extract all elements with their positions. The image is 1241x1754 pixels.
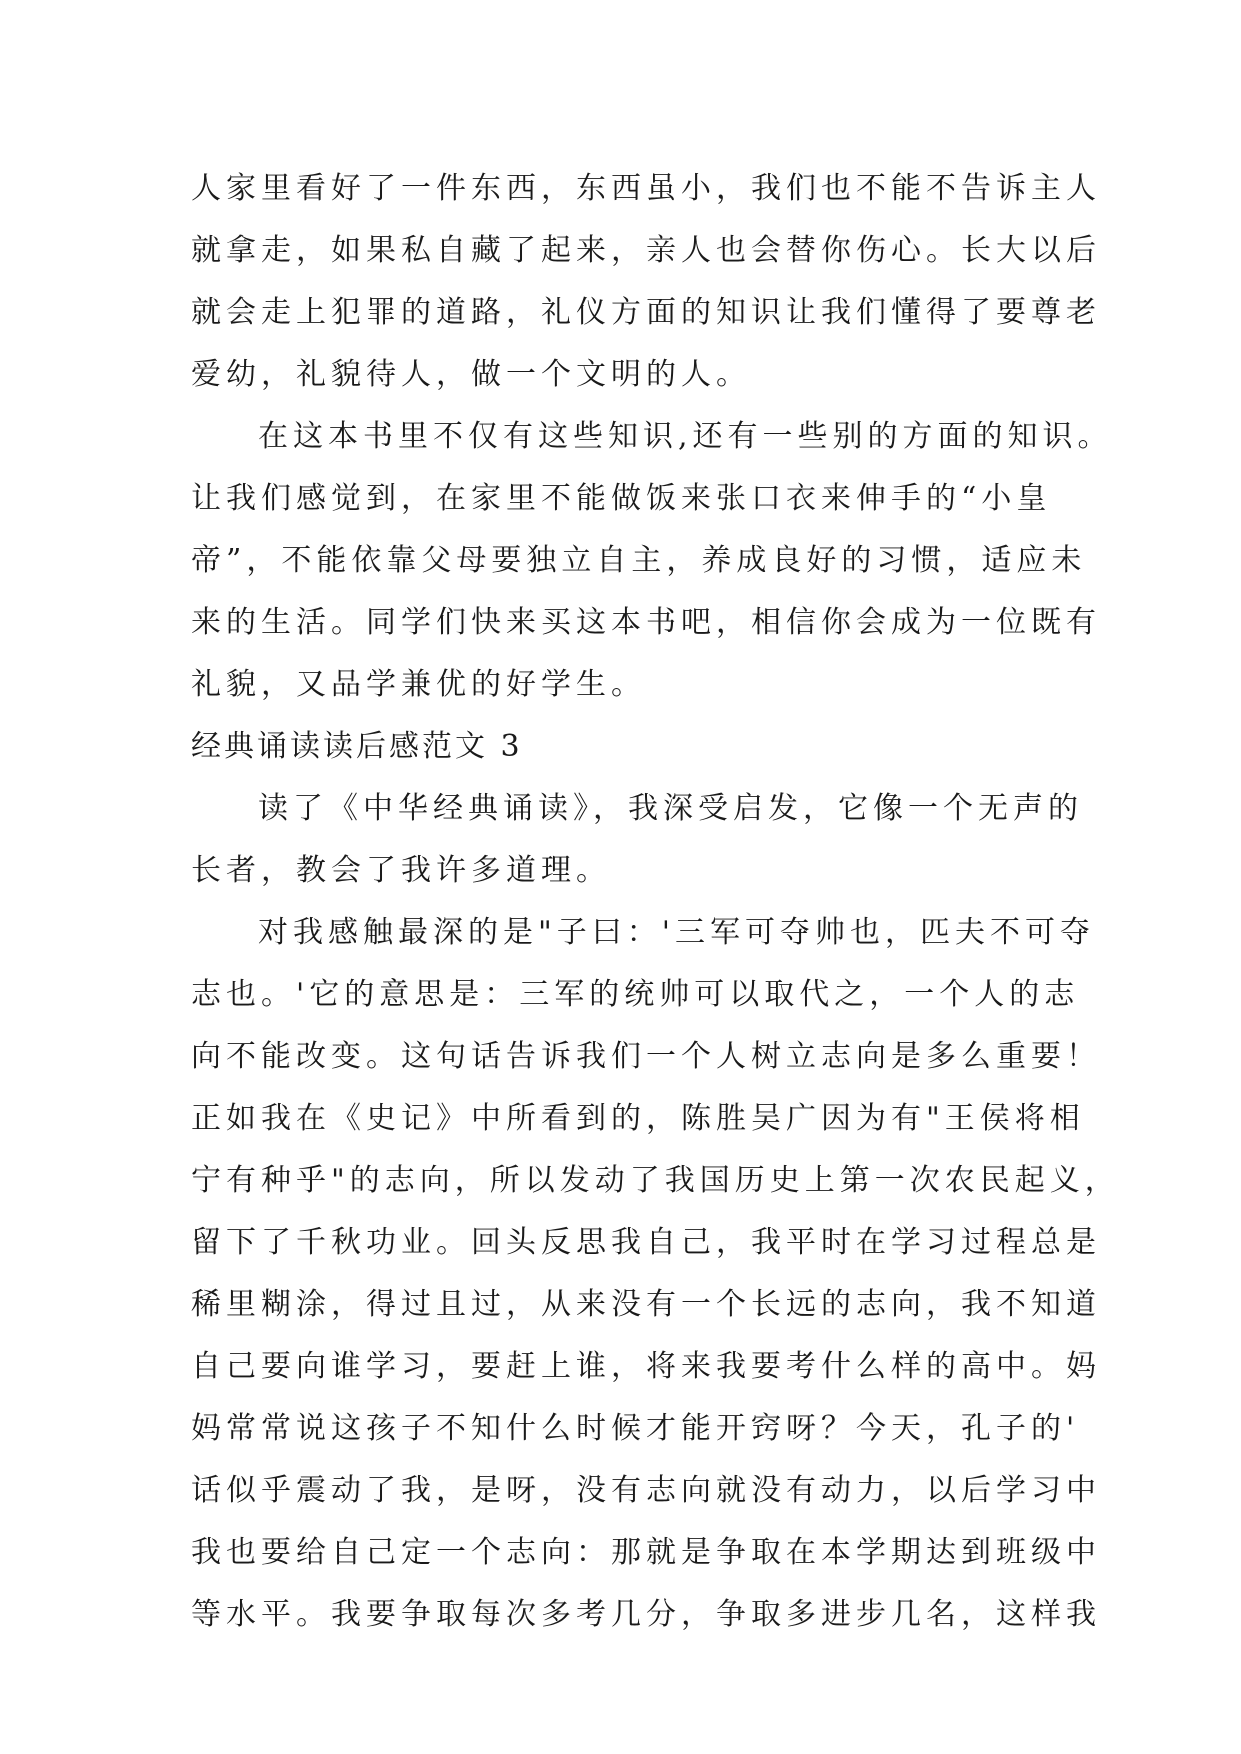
text-line: 帝”，不能依靠父母要独立自主，养成良好的习惯，适应未 <box>191 543 1087 578</box>
text-line: 正如我在《史记》中所看到的，陈胜吴广因为有"王侯将相 <box>191 1101 1085 1136</box>
text-line: 妈常常说这孩子不知什么时候才能开窍呀？今天，孔子的' <box>191 1411 1080 1446</box>
text-line: 等水平。我要争取每次多考几分，争取多进步几名，这样我 <box>191 1597 1101 1632</box>
text-line: 人家里看好了一件东西，东西虽小，我们也不能不告诉主人 <box>191 171 1101 206</box>
text-line: 留下了千秋功业。回头反思我自己，我平时在学习过程总是 <box>191 1225 1101 1260</box>
text-line: 来的生活。同学们快来买这本书吧，相信你会成为一位既有 <box>191 605 1101 640</box>
text-line: 长者，教会了我许多道理。 <box>191 853 611 888</box>
text-line: 爱幼，礼貌待人，做一个文明的人。 <box>191 357 751 392</box>
text-line: 就会走上犯罪的道路，礼仪方面的知识让我们懂得了要尊老 <box>191 295 1101 330</box>
body-text <box>191 158 1120 1646</box>
text-line: 读了《中华经典诵读》，我深受启发，它像一个无声的 <box>258 791 1083 826</box>
text-line: 稀里糊涂，得过且过，从来没有一个长远的志向，我不知道 <box>191 1287 1101 1322</box>
text-line: 我也要给自己定一个志向：那就是争取在本学期达到班级中 <box>191 1535 1101 1570</box>
text-line: 让我们感觉到，在家里不能做饭来张口衣来伸手的“小皇 <box>191 481 1052 516</box>
text-line: 志也。'它的意思是：三军的统帅可以取代之，一个人的志 <box>191 977 1080 1012</box>
text-line: 在这本书里不仅有这些知识,还有一些别的方面的知识。 <box>258 419 1113 454</box>
section-heading: 经典诵读读后感范文 3 <box>191 729 523 764</box>
text-line: 礼貌，又品学兼优的好学生。 <box>191 667 646 702</box>
text-line: 就拿走，如果私自藏了起来，亲人也会替你伤心。长大以后 <box>191 233 1101 268</box>
text-line: 对我感触最深的是"子曰：'三军可夺帅也，匹夫不可夺 <box>258 915 1096 950</box>
text-line: 宁有种乎"的志向，所以发动了我国历史上第一次农民起义， <box>191 1163 1120 1198</box>
text-line: 话似乎震动了我，是呀，没有志向就没有动力，以后学习中 <box>191 1473 1101 1508</box>
text-line: 向不能改变。这句话告诉我们一个人树立志向是多么重要！ <box>191 1039 1101 1074</box>
text-line: 自己要向谁学习，要赶上谁，将来我要考什么样的高中。妈 <box>191 1349 1101 1384</box>
